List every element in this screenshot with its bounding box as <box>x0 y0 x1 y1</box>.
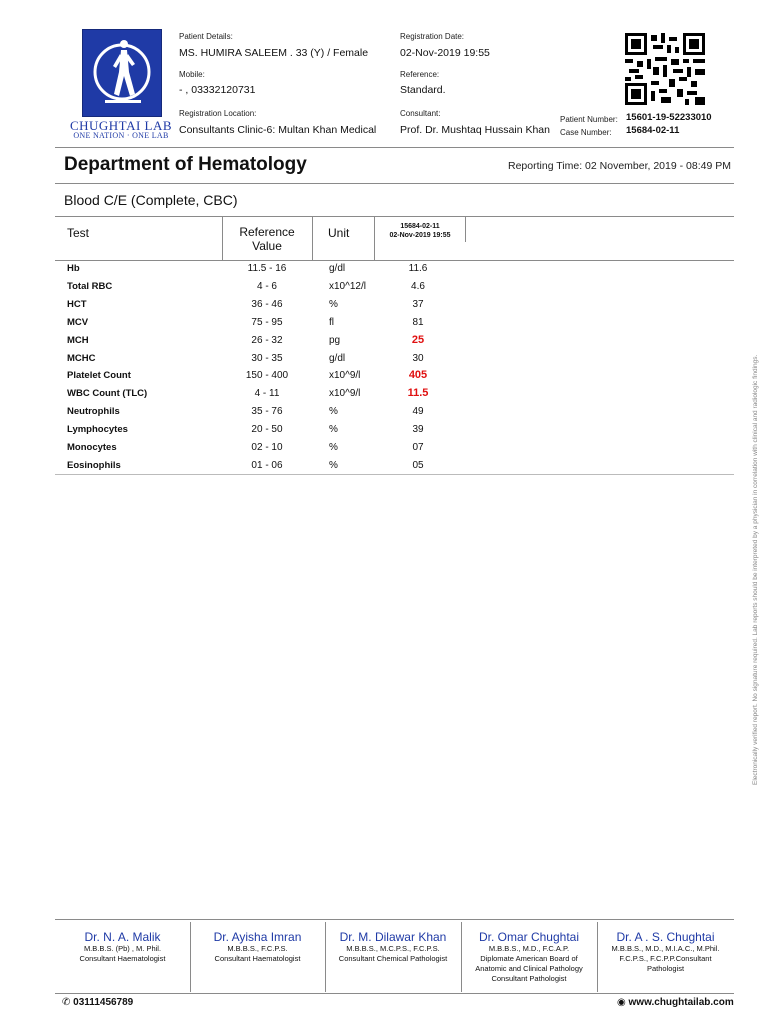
column-divider <box>465 216 466 242</box>
consultant-label: Consultant: <box>400 109 441 118</box>
header-reference-line1: Reference <box>239 225 295 239</box>
lab-name: CHUGHTAI LAB <box>69 118 173 133</box>
consultant-title: Diplomate American Board of <box>480 954 578 963</box>
footer-phone <box>62 997 133 1008</box>
table-row <box>55 404 732 422</box>
consultant-block <box>325 930 461 964</box>
result-value: 4.6 <box>411 280 425 292</box>
result-value: 07 <box>412 442 424 453</box>
table-row <box>55 351 732 369</box>
patient-number-label: Patient Number: <box>560 115 618 124</box>
case-number-label: Case Number: <box>560 128 612 137</box>
reference-range: 35 - 76 <box>251 406 283 418</box>
test-name: Monocytes <box>67 442 117 453</box>
header-divider <box>55 147 734 148</box>
phone-number: 03111456789 <box>73 997 134 1008</box>
website-link[interactable]: www.chughtailab.com <box>628 997 734 1008</box>
result-value: 81 <box>412 316 424 328</box>
consultant-qualification: M.B.B.S., M.C.P.S., F.C.P.S. <box>346 944 440 953</box>
unit: g/dl <box>329 352 346 364</box>
unit: g/dl <box>329 263 346 274</box>
table-row <box>55 279 732 297</box>
reference-range: 20 - 50 <box>251 424 283 436</box>
header-result-date: 02-Nov-2019 19:55 <box>389 232 451 239</box>
registration-date-value: 02-Nov-2019 19:55 <box>400 47 490 59</box>
result-value: 25 <box>411 333 425 346</box>
unit: % <box>329 459 338 471</box>
result-value: 405 <box>408 369 428 382</box>
table-row <box>55 261 732 279</box>
reference-range: 150 - 400 <box>245 370 289 382</box>
footer-bottom-line <box>55 993 734 994</box>
result-value: 39 <box>412 424 424 436</box>
consultant-block <box>461 930 597 984</box>
consultant-qualification: M.B.B.S., F.C.P.S. <box>227 944 288 953</box>
test-name: HCT <box>67 298 87 310</box>
table-row <box>55 297 732 315</box>
table-bottom-line <box>55 474 734 475</box>
consultant-name: Dr. A . S. Chughtai <box>616 930 715 944</box>
mobile-label: Mobile: <box>179 70 205 79</box>
reference-range: 30 - 35 <box>251 352 283 364</box>
reporting-time-label: Reporting Time: <box>508 160 583 172</box>
unit: x10^9/l <box>329 370 361 382</box>
reference-value: Standard. <box>400 84 446 96</box>
header-reference-line2: Value <box>252 239 282 253</box>
test-name: MCHC <box>67 352 96 364</box>
reference-label: Reference: <box>400 70 440 79</box>
patient-details-value: MS. HUMIRA SALEEM . 33 (Y) / Female <box>179 47 369 59</box>
test-name: Hb <box>67 263 80 274</box>
table-row <box>55 440 732 458</box>
table-top-line <box>55 216 734 217</box>
test-name: Total RBC <box>67 280 113 292</box>
lab-logo-icon <box>82 29 162 117</box>
header-result <box>378 222 462 240</box>
consultant-title: Consultant Chemical Pathologist <box>338 954 448 963</box>
registration-location-label: Registration Location: <box>179 109 257 118</box>
consultant-block <box>597 930 734 974</box>
result-value: 05 <box>412 459 424 471</box>
column-divider <box>374 216 375 260</box>
globe-icon: ◉ <box>617 997 626 1008</box>
header-result-case: 15684-02-11 <box>400 223 440 230</box>
unit: pg <box>329 334 341 346</box>
table-row <box>55 333 732 351</box>
consultant-qualification: M.B.B.S., M.D., F.C.A.P. <box>488 944 570 953</box>
reference-range: 26 - 32 <box>251 334 283 346</box>
consultant-title: F.C.P.S., F.C.P.P.Consultant <box>619 954 712 963</box>
header-test: Test <box>67 226 90 240</box>
patient-details-label: Patient Details: <box>179 32 233 41</box>
unit: % <box>329 298 338 310</box>
patient-number-value: 15601-19-52233010 <box>626 112 712 123</box>
result-value: 49 <box>412 406 424 418</box>
consultant-title: Anatomic and Clinical Pathology <box>475 964 583 973</box>
consultant-title: Consultant Haematologist <box>79 954 166 963</box>
qr-code-icon <box>625 33 705 105</box>
reference-range: 11.5 - 16 <box>247 263 287 274</box>
lab-tagline: ONE NATION · ONE LAB <box>73 131 169 140</box>
result-value: 30 <box>412 352 424 364</box>
table-row <box>55 386 732 404</box>
verification-note: Electronically verified report. No signature required. Lab reports should be interpreted by a physician in correlation with clinical and radiologic findings. <box>752 354 759 785</box>
consultant-block <box>190 930 325 964</box>
consultant-qualification: M.B.B.S., M.D., M.I.A.C., M.Phil. <box>611 944 720 953</box>
test-name: MCH <box>67 334 89 346</box>
consultant-qualification: M.B.B.S. (Pb) , M. Phil. <box>83 944 162 953</box>
consultant-name: Dr. N. A. Malik <box>84 930 161 944</box>
table-row <box>55 422 732 440</box>
consultant-title: Consultant Pathologist <box>491 974 567 983</box>
result-value: 11.5 <box>407 387 429 400</box>
title-divider <box>55 183 734 184</box>
reference-range: 4 - 11 <box>254 388 280 400</box>
consultant-name: Dr. Omar Chughtai <box>478 930 580 944</box>
mobile-value: - , 03332120731 <box>179 84 256 96</box>
phone-icon: ✆ <box>62 997 71 1008</box>
reference-range: 4 - 6 <box>256 280 277 292</box>
consultant-name: Dr. Ayisha Imran <box>213 930 302 944</box>
footer-website[interactable] <box>617 997 734 1008</box>
test-name: WBC Count (TLC) <box>67 388 148 400</box>
consultant-block <box>55 930 190 964</box>
registration-location-value: Consultants Clinic-6: Multan Khan Medical <box>179 124 377 136</box>
reference-range: 01 - 06 <box>251 459 283 471</box>
unit: x10^9/l <box>329 388 361 400</box>
result-value: 11.6 <box>408 263 428 274</box>
department-title: Department of Hematology <box>64 154 307 175</box>
registration-date-label: Registration Date: <box>400 32 465 41</box>
column-divider <box>312 216 313 260</box>
case-number-value: 15684-02-11 <box>626 125 680 136</box>
test-name: Platelet Count <box>67 370 131 382</box>
header-unit: Unit <box>328 226 350 240</box>
unit: % <box>329 424 338 436</box>
consultant-value: Prof. Dr. Mushtaq Hussain Khan <box>400 124 550 136</box>
test-name: Neutrophils <box>67 406 120 418</box>
unit: % <box>329 406 338 418</box>
unit: fl <box>329 316 334 328</box>
reference-range: 36 - 46 <box>251 298 283 310</box>
table-row <box>55 315 732 333</box>
unit: x10^12/l <box>329 280 366 292</box>
test-name: MCV <box>67 316 89 328</box>
header-reference <box>226 225 308 253</box>
table-row <box>55 368 732 386</box>
reference-range: 75 - 95 <box>251 316 283 328</box>
consultant-name: Dr. M. Dilawar Khan <box>339 930 447 944</box>
test-title: Blood C/E (Complete, CBC) <box>64 192 238 208</box>
reference-range: 02 - 10 <box>251 442 283 453</box>
test-name: Lymphocytes <box>67 424 128 436</box>
consultant-title: Pathologist <box>646 964 685 973</box>
footer-top-line <box>55 919 734 920</box>
column-divider <box>222 216 223 260</box>
unit: % <box>329 442 338 453</box>
reporting-time <box>508 160 731 172</box>
test-name: Eosinophils <box>67 459 121 471</box>
result-value: 37 <box>412 298 424 310</box>
consultant-title: Consultant Haematologist <box>214 954 301 963</box>
reporting-time-value: 02 November, 2019 - 08:49 PM <box>585 160 731 172</box>
